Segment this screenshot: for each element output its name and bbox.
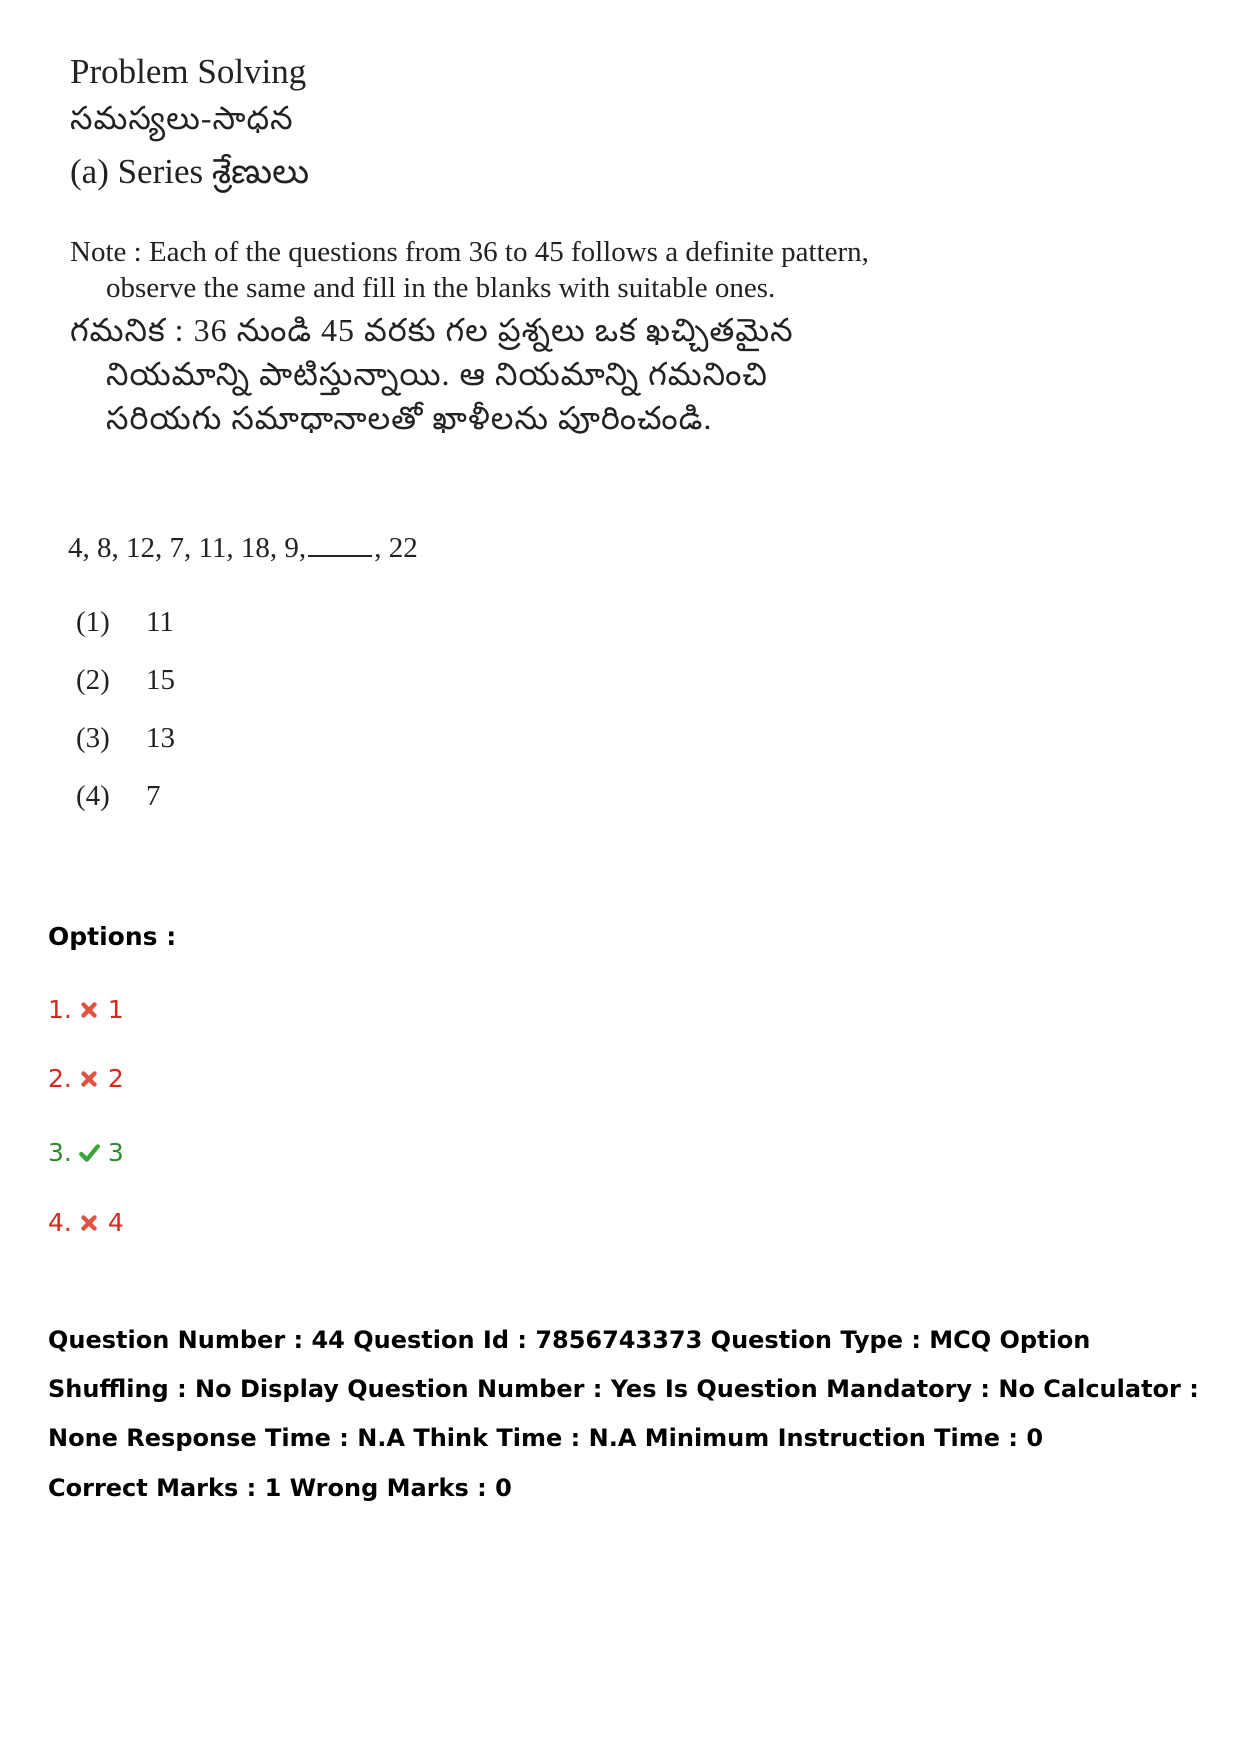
image-choice-value: 11 [146,606,174,638]
cross-icon [78,1212,100,1234]
note-english-line-1: Note : Each of the questions from 36 to 45 follows a definite pattern, [70,236,869,268]
note-english-line-2: observe the same and fill in the blanks with suitable ones. [106,272,776,304]
series-before-blank: 4, 8, 12, 7, 11, 18, 9, [68,532,307,564]
image-choice-value: 13 [146,722,175,754]
option-label: 4 [107,1208,124,1237]
option-2 [48,1063,124,1095]
image-choice [76,778,161,814]
series-after-blank: , 22 [374,532,418,564]
image-choice-number: (3) [76,722,110,754]
option-label: 2 [107,1064,124,1093]
number-series [68,530,418,566]
option-number: 3. [48,1138,72,1167]
options-heading: Options : [48,922,177,951]
title-telugu: సమస్యలు-సాధన [70,100,294,136]
option-4 [48,1207,124,1239]
section-title: (a) Series శ్రేణులు [70,152,310,191]
option-number: 2. [48,1064,72,1093]
image-choice-value: 7 [146,780,161,812]
check-icon [78,1142,100,1164]
option-label: 3 [107,1138,124,1167]
marks-info: Correct Marks : 1 Wrong Marks : 0 [48,1474,512,1502]
image-choice [76,662,175,698]
note-telugu-line-1: గమనిక : 36 నుండి 45 వరకు గల ప్రశ్నలు ఒక ఖచ్చితమైన [70,312,794,348]
option-label: 1 [107,995,124,1024]
cross-icon [78,1068,100,1090]
series-blank [308,533,372,557]
image-choice-number: (2) [76,664,110,696]
cross-icon [78,999,100,1021]
title-english: Problem Solving [70,52,307,91]
image-choice [76,720,175,756]
option-number: 1. [48,995,72,1024]
image-choice-number: (1) [76,606,110,638]
option-3 [48,1137,124,1169]
option-number: 4. [48,1208,72,1237]
option-1 [48,994,124,1026]
note-telugu-line-2: నియమాన్ని పాటిస్తున్నాయి. ఆ నియమాన్ని గమనించి [106,356,768,392]
image-choice [76,604,174,640]
image-choice-number: (4) [76,780,110,812]
image-choice-value: 15 [146,664,175,696]
note-telugu-line-3: సరియగు సమాధానాలతో ఖాళీలను పూరించండి. [106,400,713,436]
question-metadata: Question Number : 44 Question Id : 7856743373 Question Type : MCQ Option Shuffling : No Display Question Number : Yes Is Question Mandatory : No Calculator : None Response Time : N.A Think Time : N.A Minimum Instruction Time : 0 [48,1326,1199,1452]
